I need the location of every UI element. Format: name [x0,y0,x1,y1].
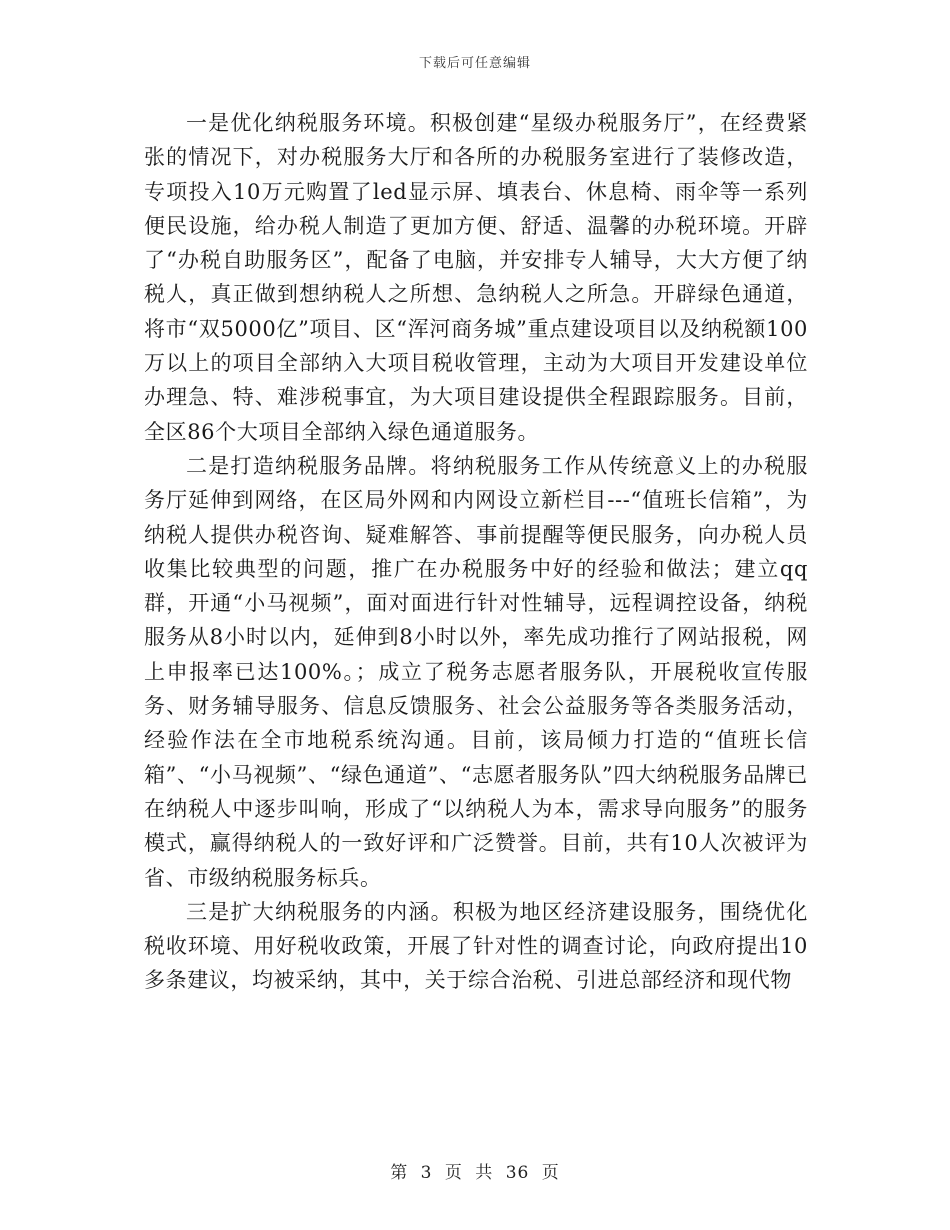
paragraph-3: 三是扩大纳税服务的内涵。积极为地区经济建设服务，围绕优化税收环境、用好税收政策，开展了针对性的调查讨论，向政府提出10多条建议，均被采纳，其中，关于综合治税、引进总部经济和现代物 [144,899,808,993]
paragraph-1: 一是优化纳税服务环境。积极创建“星级办税服务厅”，在经费紧张的情况下，对办税服务大厅和各所的办税服务室进行了装修改造，专项投入10万元购置了led显示屏、填表台、休息椅、雨伞等一系列便民设施，给办税人制造了更加方便、舒适、温馨的办税环境。开辟了“办税自助服务区”，配备了电脑，并安排专人辅导，大大方便了纳税人，真正做到想纳税人之所想、急纳税人之所急。开辟绿色通道，将市“双5000亿”项目、区“浑河商务城”重点建设项目以及纳税额100万以上的项目全部纳入大项目税收管理，主动为大项目开发建设单位办理急、特、难涉税事宜，为大项目建设提供全程跟踪服务。目前，全区86个大项目全部纳入绿色通道服务。 [144,111,808,444]
page-number-footer: 第 3 页 共 36 页 [390,1163,560,1183]
paragraph-2: 二是打造纳税服务品牌。将纳税服务工作从传统意义上的办税服务厅延伸到网络，在区局外网和内网设立新栏目---“值班长信箱”，为纳税人提供办税咨询、疑难解答、事前提醒等便民服务，向办税人员收集比较典型的问题，推广在办税服务中好的经验和做法；建立qq群，开通“小马视频”，面对面进行针对性辅导，远程调控设备，纳税服务从8小时以内，延伸到8小时以外，率先成功推行了网站报税，网上申报率已达100%。；成立了税务志愿者服务队，开展税收宣传服务、财务辅导服务、信息反馈服务、社会公益服务等各类服务活动，经验作法在全市地税系统沟通。目前，该局倾力打造的“值班长信箱”、“小马视频”、“绿色通道”、“志愿者服务队”四大纳税服务品牌已在纳税人中逐步叫响，形成了“以纳税人为本，需求导向服务”的服务模式，赢得纳税人的一致好评和广泛赞誉。目前，共有10人次被评为省、市级纳税服务标兵。 [144,453,808,890]
document-body [144,106,808,998]
page-header-note: 下载后可任意编辑 [418,56,531,71]
